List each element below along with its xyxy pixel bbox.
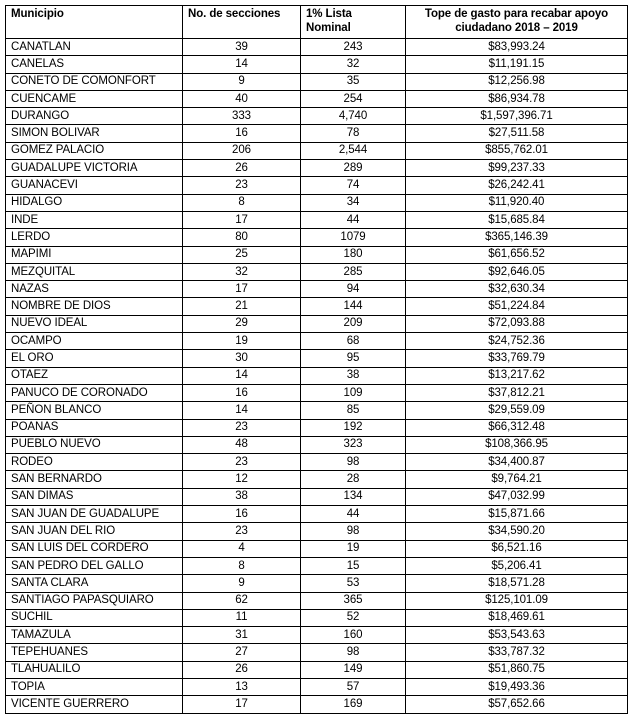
table-row <box>6 696 628 713</box>
cell-lista-nominal: 2,544 <box>301 142 406 159</box>
cell-secciones: 9 <box>183 73 301 90</box>
cell-tope-gasto: $24,752.36 <box>406 333 628 350</box>
table-row <box>6 211 628 228</box>
cell-tope-gasto: $15,871.66 <box>406 506 628 523</box>
cell-lista-nominal: 52 <box>301 609 406 626</box>
table-row <box>6 177 628 194</box>
cell-lista-nominal: 95 <box>301 350 406 367</box>
cell-lista-nominal: 74 <box>301 177 406 194</box>
cell-secciones: 11 <box>183 609 301 626</box>
cell-tope-gasto: $33,769.79 <box>406 350 628 367</box>
cell-lista-nominal: 44 <box>301 506 406 523</box>
cell-municipio: SAN DIMAS <box>6 488 183 505</box>
cell-lista-nominal: 28 <box>301 471 406 488</box>
cell-municipio: CONETO DE COMONFORT <box>6 73 183 90</box>
cell-secciones: 40 <box>183 90 301 107</box>
cell-tope-gasto: $125,101.09 <box>406 592 628 609</box>
table-row <box>6 419 628 436</box>
cell-secciones: 39 <box>183 39 301 56</box>
table-row <box>6 108 628 125</box>
cell-municipio: CANELAS <box>6 56 183 73</box>
cell-tope-gasto: $57,652.66 <box>406 696 628 713</box>
cell-municipio: SAN JUAN DEL RIO <box>6 523 183 540</box>
cell-municipio: PEÑON BLANCO <box>6 402 183 419</box>
cell-lista-nominal: 53 <box>301 575 406 592</box>
cell-tope-gasto: $86,934.78 <box>406 90 628 107</box>
cell-tope-gasto: $6,521.16 <box>406 540 628 557</box>
cell-municipio: POANAS <box>6 419 183 436</box>
cell-lista-nominal: 4,740 <box>301 108 406 125</box>
cell-tope-gasto: $37,812.21 <box>406 384 628 401</box>
cell-secciones: 23 <box>183 523 301 540</box>
cell-lista-nominal: 68 <box>301 333 406 350</box>
cell-secciones: 26 <box>183 160 301 177</box>
cell-tope-gasto: $61,656.52 <box>406 246 628 263</box>
cell-secciones: 21 <box>183 298 301 315</box>
cell-lista-nominal: 34 <box>301 194 406 211</box>
table-row <box>6 592 628 609</box>
cell-tope-gasto: $51,860.75 <box>406 661 628 678</box>
cell-lista-nominal: 289 <box>301 160 406 177</box>
cell-municipio: OTAEZ <box>6 367 183 384</box>
cell-municipio: GUANACEVI <box>6 177 183 194</box>
cell-municipio: MEZQUITAL <box>6 263 183 280</box>
cell-secciones: 17 <box>183 281 301 298</box>
cell-secciones: 26 <box>183 661 301 678</box>
table-row <box>6 333 628 350</box>
table-row <box>6 609 628 626</box>
cell-lista-nominal: 85 <box>301 402 406 419</box>
cell-municipio: SANTA CLARA <box>6 575 183 592</box>
cell-secciones: 8 <box>183 557 301 574</box>
table-row <box>6 90 628 107</box>
cell-municipio: NUEVO IDEAL <box>6 315 183 332</box>
cell-secciones: 23 <box>183 419 301 436</box>
cell-tope-gasto: $47,032.99 <box>406 488 628 505</box>
cell-tope-gasto: $92,646.05 <box>406 263 628 280</box>
cell-lista-nominal: 35 <box>301 73 406 90</box>
cell-lista-nominal: 15 <box>301 557 406 574</box>
cell-municipio: SAN PEDRO DEL GALLO <box>6 557 183 574</box>
table-row <box>6 125 628 142</box>
cell-tope-gasto: $1,597,396.71 <box>406 108 628 125</box>
table-row <box>6 384 628 401</box>
cell-municipio: SAN BERNARDO <box>6 471 183 488</box>
cell-municipio: SANTIAGO PAPASQUIARO <box>6 592 183 609</box>
cell-secciones: 14 <box>183 367 301 384</box>
table-row <box>6 575 628 592</box>
cell-municipio: TEPEHUANES <box>6 644 183 661</box>
cell-municipio: GOMEZ PALACIO <box>6 142 183 159</box>
header-lista-nominal-text: 1% Lista Nominal <box>306 8 352 34</box>
table-row <box>6 540 628 557</box>
cell-secciones: 8 <box>183 194 301 211</box>
table-row <box>6 56 628 73</box>
cell-municipio: OCAMPO <box>6 333 183 350</box>
cell-lista-nominal: 98 <box>301 644 406 661</box>
table-row <box>6 281 628 298</box>
cell-tope-gasto: $12,256.98 <box>406 73 628 90</box>
table-row <box>6 194 628 211</box>
cell-lista-nominal: 160 <box>301 627 406 644</box>
header-lista-nominal <box>301 6 406 39</box>
cell-municipio: HIDALGO <box>6 194 183 211</box>
cell-municipio: PANUCO DE CORONADO <box>6 384 183 401</box>
cell-secciones: 12 <box>183 471 301 488</box>
cell-tope-gasto: $29,559.09 <box>406 402 628 419</box>
cell-secciones: 80 <box>183 229 301 246</box>
table-row <box>6 644 628 661</box>
cell-tope-gasto: $83,993.24 <box>406 39 628 56</box>
cell-lista-nominal: 149 <box>301 661 406 678</box>
table-row <box>6 506 628 523</box>
table-row <box>6 523 628 540</box>
table-row <box>6 627 628 644</box>
cell-lista-nominal: 243 <box>301 39 406 56</box>
cell-secciones: 38 <box>183 488 301 505</box>
cell-secciones: 16 <box>183 125 301 142</box>
header-row <box>6 6 628 39</box>
header-municipio: Municipio <box>6 6 183 39</box>
cell-tope-gasto: $18,469.61 <box>406 609 628 626</box>
cell-lista-nominal: 169 <box>301 696 406 713</box>
cell-tope-gasto: $18,571.28 <box>406 575 628 592</box>
cell-lista-nominal: 254 <box>301 90 406 107</box>
cell-municipio: CUENCAME <box>6 90 183 107</box>
cell-municipio: INDE <box>6 211 183 228</box>
cell-tope-gasto: $15,685.84 <box>406 211 628 228</box>
cell-municipio: CANATLAN <box>6 39 183 56</box>
cell-municipio: SUCHIL <box>6 609 183 626</box>
cell-municipio: GUADALUPE VICTORIA <box>6 160 183 177</box>
table-row <box>6 73 628 90</box>
cell-municipio: TAMAZULA <box>6 627 183 644</box>
cell-tope-gasto: $5,206.41 <box>406 557 628 574</box>
cell-municipio: PUEBLO NUEVO <box>6 436 183 453</box>
table-row <box>6 557 628 574</box>
cell-secciones: 25 <box>183 246 301 263</box>
table-row <box>6 454 628 471</box>
cell-lista-nominal: 209 <box>301 315 406 332</box>
cell-tope-gasto: $34,590.20 <box>406 523 628 540</box>
cell-lista-nominal: 192 <box>301 419 406 436</box>
table-row <box>6 350 628 367</box>
cell-secciones: 23 <box>183 454 301 471</box>
cell-municipio: MAPIMI <box>6 246 183 263</box>
cell-secciones: 48 <box>183 436 301 453</box>
cell-secciones: 32 <box>183 263 301 280</box>
cell-lista-nominal: 38 <box>301 367 406 384</box>
table-row <box>6 315 628 332</box>
cell-tope-gasto: $34,400.87 <box>406 454 628 471</box>
cell-municipio: DURANGO <box>6 108 183 125</box>
cell-tope-gasto: $13,217.62 <box>406 367 628 384</box>
cell-lista-nominal: 78 <box>301 125 406 142</box>
cell-lista-nominal: 285 <box>301 263 406 280</box>
cell-tope-gasto: $365,146.39 <box>406 229 628 246</box>
cell-secciones: 62 <box>183 592 301 609</box>
cell-lista-nominal: 44 <box>301 211 406 228</box>
cell-secciones: 9 <box>183 575 301 592</box>
cell-municipio: SIMON BOLIVAR <box>6 125 183 142</box>
table-row <box>6 246 628 263</box>
cell-municipio: SAN JUAN DE GUADALUPE <box>6 506 183 523</box>
cell-lista-nominal: 98 <box>301 454 406 471</box>
municipios-table <box>5 5 628 714</box>
header-secciones: No. de secciones <box>183 6 301 39</box>
cell-secciones: 4 <box>183 540 301 557</box>
cell-secciones: 14 <box>183 56 301 73</box>
header-tope-gasto-text: Tope de gasto para recabar apoyo ciudadano 2018 – 2019 <box>424 8 609 34</box>
cell-secciones: 19 <box>183 333 301 350</box>
cell-secciones: 17 <box>183 211 301 228</box>
cell-tope-gasto: $11,920.40 <box>406 194 628 211</box>
cell-secciones: 30 <box>183 350 301 367</box>
table-row <box>6 298 628 315</box>
cell-tope-gasto: $66,312.48 <box>406 419 628 436</box>
cell-tope-gasto: $11,191.15 <box>406 56 628 73</box>
cell-lista-nominal: 19 <box>301 540 406 557</box>
cell-lista-nominal: 144 <box>301 298 406 315</box>
cell-lista-nominal: 109 <box>301 384 406 401</box>
cell-lista-nominal: 365 <box>301 592 406 609</box>
cell-lista-nominal: 323 <box>301 436 406 453</box>
cell-secciones: 14 <box>183 402 301 419</box>
table-row <box>6 229 628 246</box>
cell-secciones: 29 <box>183 315 301 332</box>
cell-tope-gasto: $27,511.58 <box>406 125 628 142</box>
table-header <box>6 6 628 39</box>
cell-tope-gasto: $108,366.95 <box>406 436 628 453</box>
cell-secciones: 206 <box>183 142 301 159</box>
cell-tope-gasto: $53,543.63 <box>406 627 628 644</box>
cell-tope-gasto: $855,762.01 <box>406 142 628 159</box>
cell-municipio: NOMBRE DE DIOS <box>6 298 183 315</box>
cell-municipio: NAZAS <box>6 281 183 298</box>
cell-lista-nominal: 57 <box>301 678 406 695</box>
table-row <box>6 678 628 695</box>
header-tope-gasto <box>406 6 628 39</box>
cell-municipio: TLAHUALILO <box>6 661 183 678</box>
table-row <box>6 367 628 384</box>
cell-secciones: 16 <box>183 384 301 401</box>
table-row <box>6 142 628 159</box>
cell-tope-gasto: $9,764.21 <box>406 471 628 488</box>
cell-tope-gasto: $99,237.33 <box>406 160 628 177</box>
cell-municipio: TOPIA <box>6 678 183 695</box>
table-row <box>6 39 628 56</box>
cell-secciones: 16 <box>183 506 301 523</box>
table-row <box>6 488 628 505</box>
table-row <box>6 436 628 453</box>
cell-municipio: SAN LUIS DEL CORDERO <box>6 540 183 557</box>
table-row <box>6 471 628 488</box>
cell-tope-gasto: $51,224.84 <box>406 298 628 315</box>
table-row <box>6 263 628 280</box>
cell-lista-nominal: 180 <box>301 246 406 263</box>
cell-tope-gasto: $26,242.41 <box>406 177 628 194</box>
cell-municipio: LERDO <box>6 229 183 246</box>
table-row <box>6 160 628 177</box>
cell-municipio: RODEO <box>6 454 183 471</box>
cell-secciones: 17 <box>183 696 301 713</box>
cell-secciones: 27 <box>183 644 301 661</box>
cell-secciones: 13 <box>183 678 301 695</box>
cell-tope-gasto: $19,493.36 <box>406 678 628 695</box>
cell-secciones: 31 <box>183 627 301 644</box>
cell-tope-gasto: $33,787.32 <box>406 644 628 661</box>
cell-municipio: VICENTE GUERRERO <box>6 696 183 713</box>
cell-lista-nominal: 98 <box>301 523 406 540</box>
cell-secciones: 333 <box>183 108 301 125</box>
cell-tope-gasto: $72,093.88 <box>406 315 628 332</box>
cell-lista-nominal: 134 <box>301 488 406 505</box>
cell-secciones: 23 <box>183 177 301 194</box>
cell-municipio: EL ORO <box>6 350 183 367</box>
table-row <box>6 402 628 419</box>
table-body <box>6 39 628 714</box>
cell-lista-nominal: 1079 <box>301 229 406 246</box>
cell-tope-gasto: $32,630.34 <box>406 281 628 298</box>
table-row <box>6 661 628 678</box>
cell-lista-nominal: 32 <box>301 56 406 73</box>
cell-lista-nominal: 94 <box>301 281 406 298</box>
